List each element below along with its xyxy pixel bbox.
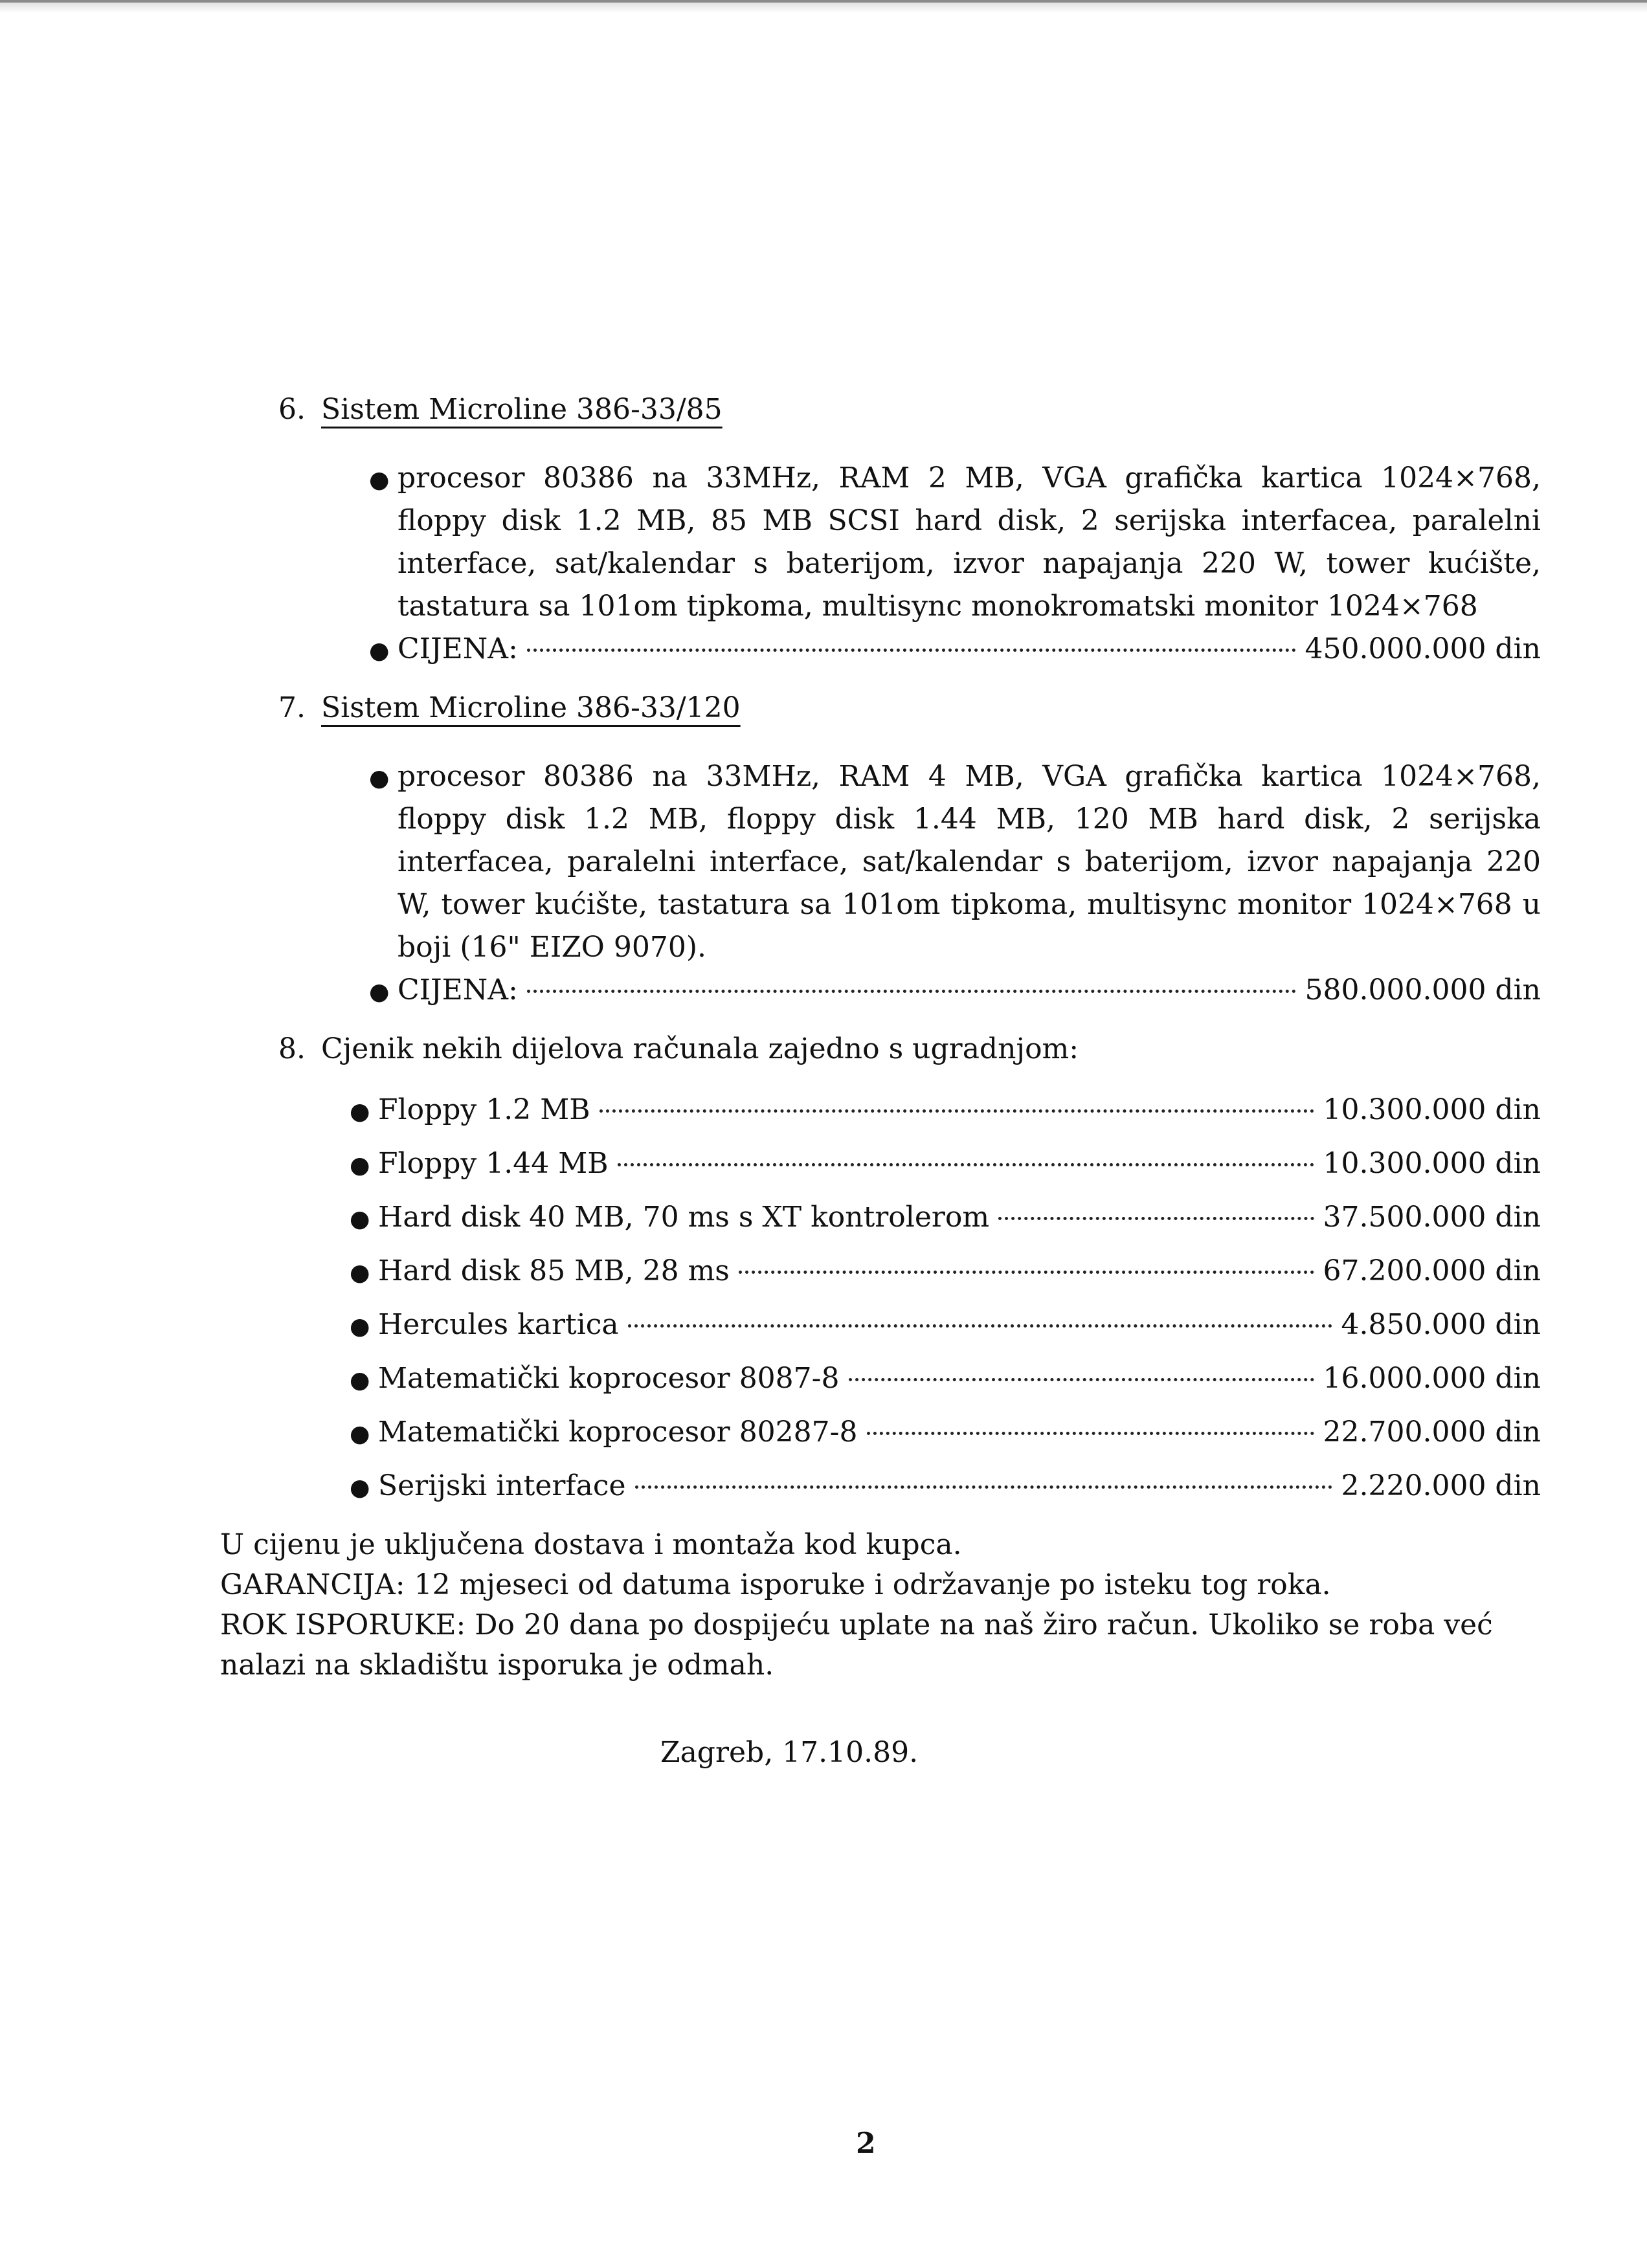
bullet-icon: ●: [350, 1206, 370, 1232]
delivery-note: U cijenu je uključena dostava i montaža kod kupca.: [220, 1528, 962, 1561]
section-title: Sistem Microline 386-33/85: [321, 393, 723, 426]
list-item: [350, 1196, 1541, 1241]
bullet-icon: ●: [350, 1313, 370, 1340]
bullet-icon: ●: [369, 979, 390, 1005]
price-value: 580.000.000 din: [1305, 973, 1541, 1006]
part-label: Matematički koprocesor 80287-8: [378, 1416, 858, 1449]
section-title: Cjenik nekih dijelova računala zajedno s ugradnjom:: [321, 1032, 1079, 1065]
bullet-icon: ●: [350, 1421, 370, 1447]
page-number: 2: [856, 2127, 876, 2160]
dot-leader: [635, 1485, 1332, 1489]
section-title: Sistem Microline 386-33/120: [321, 691, 741, 724]
spec-item: [369, 755, 1541, 969]
list-item: [350, 1411, 1541, 1456]
part-price: 10.300.000 din: [1323, 1093, 1541, 1126]
dot-leader: [998, 1217, 1314, 1220]
section-7-body: [369, 755, 1541, 1014]
section-6-body: [369, 457, 1541, 673]
section-8-heading: [278, 1028, 1541, 1071]
bullet-icon: ●: [350, 1098, 370, 1125]
dot-leader: [867, 1432, 1314, 1435]
part-label: Hard disk 85 MB, 28 ms: [378, 1254, 730, 1287]
part-label: Hard disk 40 MB, 70 ms s XT kontrolerom: [378, 1201, 990, 1234]
dot-leader: [618, 1163, 1314, 1166]
list-item: [350, 1465, 1541, 1509]
dot-leader: [628, 1324, 1332, 1328]
section-6-heading: [278, 388, 1541, 431]
price-item: [369, 628, 1541, 673]
list-item: [350, 1089, 1541, 1133]
price-label: CIJENA:: [398, 973, 518, 1006]
part-label: Matematički koprocesor 8087-8: [378, 1362, 840, 1395]
parts-list: [350, 1089, 1541, 1509]
part-price: 10.300.000 din: [1323, 1147, 1541, 1180]
list-item: [350, 1304, 1541, 1348]
part-label: Floppy 1.2 MB: [378, 1093, 590, 1126]
list-item: [350, 1250, 1541, 1295]
system-description: procesor 80386 na 33MHz, RAM 4 MB, VGA grafička kartica 1024×768, floppy disk 1.2 MB, floppy disk 1.44 MB, 120 MB hard disk, 2 serijska interfacea, paralelni interface, sat/kalendar s baterijom, izvor napajanja 220 W, tower kućište, tastatura sa 101om tipkoma, multisync monitor 1024×768 u boji (16" EIZO 9070).: [398, 760, 1541, 964]
bullet-icon: ●: [350, 1474, 370, 1501]
dot-leader: [849, 1378, 1314, 1381]
bullet-icon: ●: [369, 638, 390, 664]
dot-leader: [599, 1109, 1314, 1113]
dot-leader: [739, 1271, 1314, 1274]
terms-notes: [220, 1525, 1541, 1685]
list-item: [350, 1142, 1541, 1187]
bullet-icon: ●: [350, 1260, 370, 1286]
place-date: Zagreb, 17.10.89.: [660, 1736, 919, 1769]
part-price: 67.200.000 din: [1323, 1254, 1541, 1287]
dot-leader: [527, 649, 1296, 652]
price-item: [369, 969, 1541, 1014]
warranty-note: GARANCIJA: 12 mjeseci od datuma isporuke i održavanje po isteku tog roka.: [220, 1568, 1331, 1601]
system-description: procesor 80386 na 33MHz, RAM 2 MB, VGA grafička kartica 1024×768, floppy disk 1.2 MB, 85 MB SCSI hard disk, 2 serijska interfacea, paralelni interface, sat/kalendar s baterijom, izvor napajanja 220 W, tower kućište, tastatura sa 101om tipkoma, multisync monokromatski monitor 1024×768: [398, 461, 1541, 623]
part-price: 37.500.000 din: [1323, 1201, 1541, 1234]
bullet-icon: ●: [350, 1367, 370, 1394]
part-price: 2.220.000 din: [1341, 1469, 1541, 1502]
bullet-icon: ●: [369, 467, 390, 493]
price-label: CIJENA:: [398, 632, 518, 665]
lead-time-note: ROK ISPORUKE: Do 20 dana po dospijeću uplate na naš žiro račun. Ukoliko se roba već nalazi na skladištu isporuka je odmah.: [220, 1608, 1493, 1682]
part-price: 22.700.000 din: [1323, 1416, 1541, 1449]
list-item: [350, 1357, 1541, 1402]
section-number: 8.: [278, 1032, 306, 1065]
part-price: 4.850.000 din: [1341, 1308, 1541, 1341]
price-value: 450.000.000 din: [1305, 632, 1541, 665]
bullet-icon: ●: [369, 765, 390, 792]
part-label: Floppy 1.44 MB: [378, 1147, 609, 1180]
part-label: Serijski interface: [378, 1469, 626, 1502]
section-7-heading: [278, 687, 1541, 729]
price-list-document: [220, 388, 1541, 1685]
spec-item: [369, 457, 1541, 628]
part-label: Hercules kartica: [378, 1308, 619, 1341]
dot-leader: [527, 990, 1296, 993]
bullet-icon: ●: [350, 1152, 370, 1179]
section-number: 6.: [278, 393, 306, 426]
part-price: 16.000.000 din: [1323, 1362, 1541, 1395]
scan-edge-line: [0, 0, 1647, 3]
section-number: 7.: [278, 691, 306, 724]
